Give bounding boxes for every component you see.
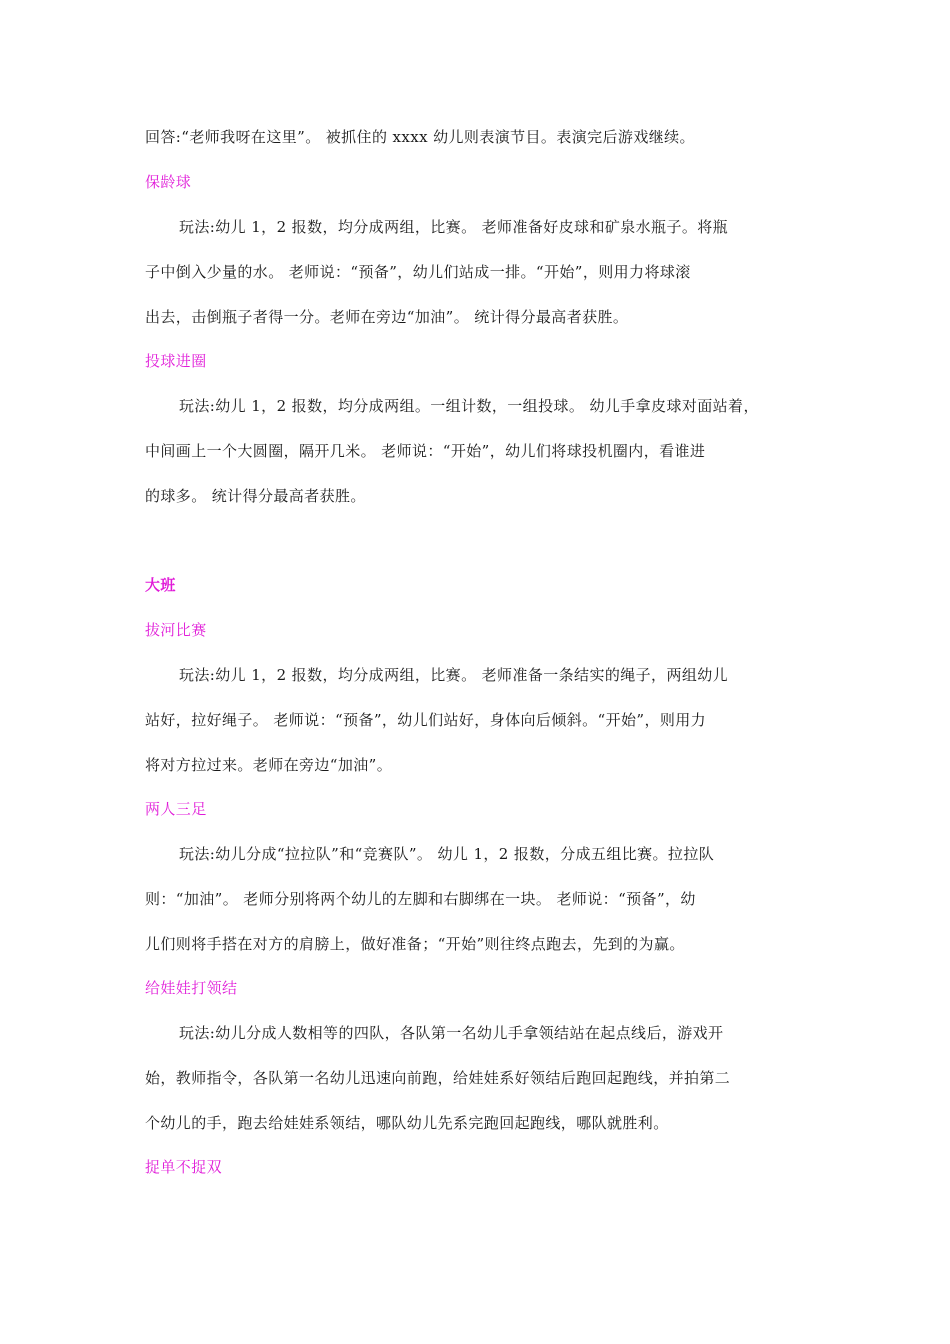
game-title-three-legged: 两人三足 <box>145 800 207 818</box>
rules-line: 的球多。 统计得分最高者获胜。 <box>145 487 366 505</box>
rules-line: 玩法:幼儿 1，2 报数，均分成两组，比赛。 老师准备好皮球和矿泉水瓶子。将瓶 <box>179 218 729 236</box>
rules-line: 个幼儿的手，跑去给娃娃系领结，哪队幼儿先系完跑回起跑线，哪队就胜利。 <box>145 1114 669 1132</box>
rules-line: 将对方拉过来。老师在旁边“加油”。 <box>145 756 393 774</box>
rules-line: 始，教师指令，各队第一名幼儿迅速向前跑，给娃娃系好领结后跑回起跑线，并拍第二 <box>145 1069 731 1087</box>
intro-line: 回答:“老师我呀在这里”。 被抓住的 xxxx 幼儿则表演节目。表演完后游戏继续。 <box>145 128 695 146</box>
intro-paragraph <box>145 115 813 160</box>
game-title-catch-single: 捉单不捉双 <box>145 1158 223 1176</box>
rules-line: 玩法:幼儿 1，2 报数，均分成两组，比赛。 老师准备一条结实的绳子，两组幼儿 <box>179 666 729 684</box>
rules-line: 儿们则将手搭在对方的肩膀上，做好准备；“开始”则往终点跑去，先到的为赢。 <box>145 935 685 953</box>
rules-line: 站好，拉好绳子。 老师说：“预备”，幼儿们站好，身体向后倾斜。“开始”，则用力 <box>145 711 707 729</box>
game-title-ball-toss: 投球进圈 <box>145 352 207 370</box>
game-title-tug-of-war: 拔河比赛 <box>145 621 207 639</box>
rules-line: 玩法:幼儿分成人数相等的四队，各队第一名幼儿手拿领结站在起点线后，游戏开 <box>179 1024 724 1042</box>
game-title-doll-tie: 给娃娃打领结 <box>145 979 238 997</box>
rules-line: 出去，击倒瓶子者得一分。老师在旁边“加油”。 统计得分最高者获胜。 <box>145 308 629 326</box>
section-title: 大班 <box>145 576 176 594</box>
rules-line: 中间画上一个大圆圈，隔开几米。 老师说：“开始”，幼儿们将球投机圈内，看谁进 <box>145 442 706 460</box>
rules-line: 则：“加油”。 老师分别将两个幼儿的左脚和右脚绑在一块。 老师说：“预备”，幼 <box>145 890 696 908</box>
game-title-bowling: 保龄球 <box>145 173 192 191</box>
game-rules-bowling <box>145 205 813 340</box>
game-rules-three-legged <box>145 832 813 967</box>
rules-line: 子中倒入少量的水。 老师说：“预备”，幼儿们站成一排。“开始”，则用力将球滚 <box>145 263 691 281</box>
game-rules-tug-of-war <box>145 653 813 788</box>
game-rules-ball-toss <box>145 384 813 519</box>
rules-line: 玩法:幼儿 1，2 报数，均分成两组。一组计数，一组投球。 幼儿手拿皮球对面站着， <box>179 397 759 415</box>
rules-line: 玩法:幼儿分成“拉拉队”和“竞赛队”。 幼儿 1，2 报数，分成五组比赛。拉拉队 <box>179 845 715 863</box>
game-rules-doll-tie <box>145 1011 813 1146</box>
